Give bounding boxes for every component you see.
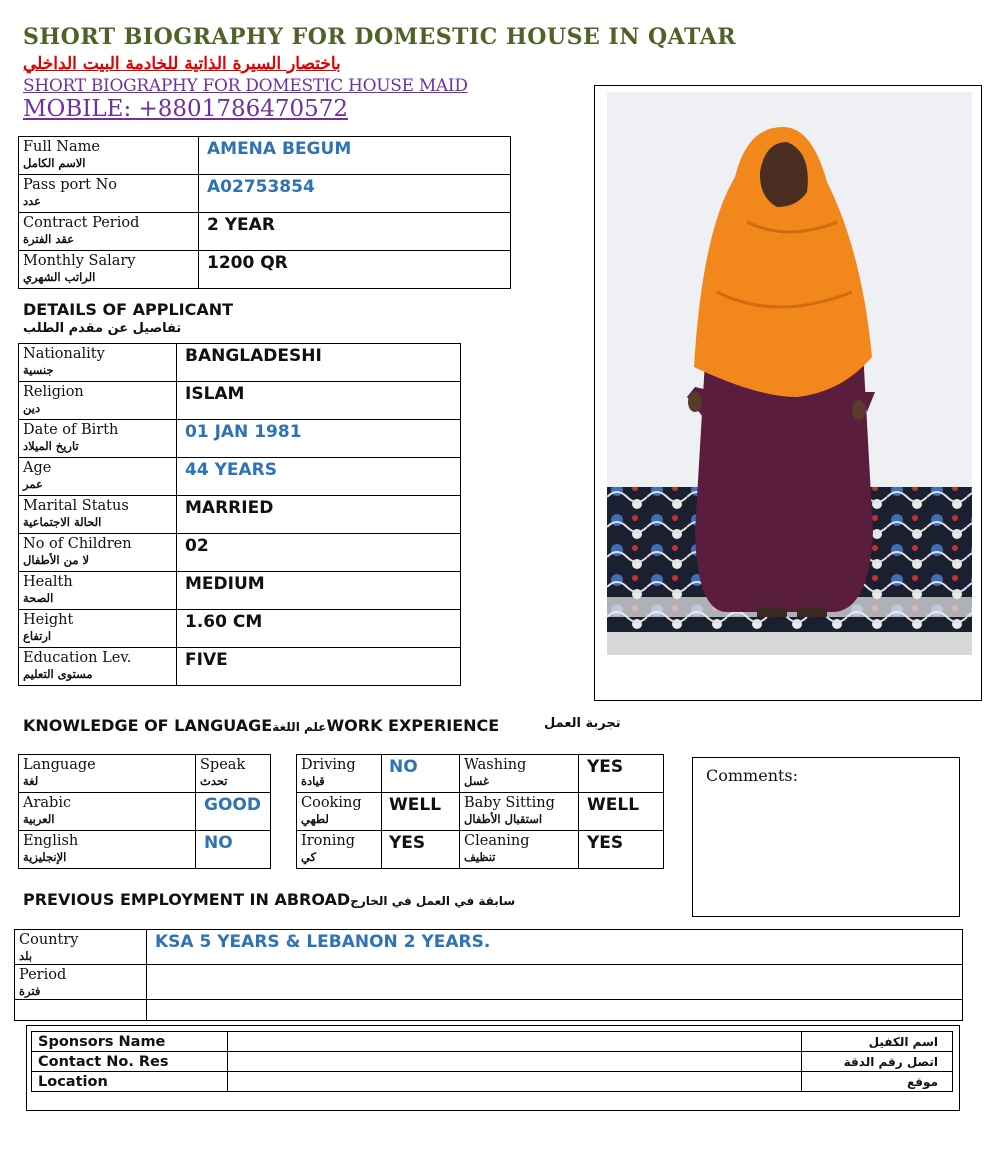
field-label-cell xyxy=(19,572,177,610)
detail-value: 01 JAN 1981 xyxy=(177,420,461,458)
previous-title-ar: سابقة في العمل في الخارج xyxy=(350,894,516,908)
field-label-ar: عدد xyxy=(23,194,42,208)
detail-value: 1.60 CM xyxy=(177,610,461,648)
skill-label-cell xyxy=(460,831,579,869)
detail-row xyxy=(19,496,461,534)
detail-value: 44 YEARS xyxy=(177,458,461,496)
detail-value: MEDIUM xyxy=(177,572,461,610)
details-title: DETAILS OF APPLICANT xyxy=(23,300,234,319)
field-label-ar: لا من الأطفال xyxy=(23,553,90,567)
field-label: Marital Status xyxy=(23,498,129,514)
applicant-photo xyxy=(607,92,972,655)
skill-value: YES xyxy=(579,831,664,869)
language-row xyxy=(19,793,271,831)
sponsor-table xyxy=(31,1031,953,1092)
detail-row xyxy=(19,572,461,610)
field-label: Height xyxy=(23,612,74,628)
comments-label: Comments: xyxy=(706,766,799,785)
field-label-ar: الاسم الكامل xyxy=(23,156,86,170)
detail-value: MARRIED xyxy=(177,496,461,534)
field-label-ar: الراتب الشهري xyxy=(23,270,96,284)
field-label: English xyxy=(23,833,79,849)
skill-label: Driving xyxy=(301,757,356,773)
detail-value: ISLAM xyxy=(177,382,461,420)
field-label-cell xyxy=(19,175,199,213)
field-label: Arabic xyxy=(23,795,72,811)
skill-value: WELL xyxy=(382,793,460,831)
language-table xyxy=(18,754,271,869)
field-label-cell xyxy=(19,137,199,175)
country-value: KSA 5 YEARS & LEBANON 2 YEARS. xyxy=(147,930,963,965)
skill-label-ar: كي xyxy=(301,850,317,864)
field-value: AMENA BEGUM xyxy=(199,137,511,175)
sponsor-label-ar: اتصل رقم الدقة xyxy=(802,1052,953,1072)
detail-row xyxy=(19,458,461,496)
country-label: Country xyxy=(19,932,79,948)
field-label: Full Name xyxy=(23,139,100,155)
sponsor-input[interactable] xyxy=(228,1052,802,1072)
field-label-cell xyxy=(19,496,177,534)
page-subtitle: SHORT BIOGRAPHY FOR DOMESTIC HOUSE MAID xyxy=(23,76,468,96)
skill-label-ar: استقبال الأطفال xyxy=(464,812,543,826)
field-label: Religion xyxy=(23,384,84,400)
work-row xyxy=(297,831,664,869)
detail-row xyxy=(19,344,461,382)
empty-cell xyxy=(147,1000,963,1021)
field-label-ar: الحالة الاجتماعية xyxy=(23,515,102,529)
skill-label-ar: تنظيف xyxy=(464,850,496,864)
speak-label-ar: تحدث xyxy=(200,774,228,788)
work-experience-title: WORK EXPERIENCE xyxy=(326,716,500,735)
info-row xyxy=(19,213,511,251)
knowledge-title xyxy=(23,716,499,735)
sponsor-label: Location xyxy=(32,1072,228,1092)
field-label-ar: الصحة xyxy=(23,591,54,605)
previous-title-en: PREVIOUS EMPLOYMENT IN ABROAD xyxy=(23,890,351,909)
sponsor-label-ar: موقع xyxy=(802,1072,953,1092)
comments-box[interactable] xyxy=(692,757,960,917)
previous-employment-title xyxy=(23,890,515,909)
country-label-cell xyxy=(15,930,147,965)
skill-label: Cooking xyxy=(301,795,362,811)
knowledge-title-en: KNOWLEDGE OF LANGUAGE xyxy=(23,716,273,735)
field-label-cell xyxy=(19,831,196,869)
skill-label-cell xyxy=(297,755,382,793)
sponsor-row xyxy=(32,1032,953,1052)
field-label: Monthly Salary xyxy=(23,253,136,269)
page-title: SHORT BIOGRAPHY FOR DOMESTIC HOUSE IN QATAR xyxy=(23,24,737,50)
field-label: Contract Period xyxy=(23,215,140,231)
field-label-ar: مستوى التعليم xyxy=(23,667,93,681)
field-label-ar: العربية xyxy=(23,812,55,826)
detail-row xyxy=(19,382,461,420)
detail-value: 02 xyxy=(177,534,461,572)
sponsor-label: Contact No. Res xyxy=(32,1052,228,1072)
field-label-ar: جنسية xyxy=(23,363,54,377)
field-label-ar: ارتفاع xyxy=(23,629,52,643)
skill-value: WELL xyxy=(579,793,664,831)
top-info-table xyxy=(18,136,511,289)
period-label-cell xyxy=(15,965,147,1000)
sponsor-input[interactable] xyxy=(228,1072,802,1092)
field-label-ar: دين xyxy=(23,401,41,415)
skill-label-cell xyxy=(297,831,382,869)
language-level: GOOD xyxy=(196,793,271,831)
field-value: 1200 QR xyxy=(199,251,511,289)
field-label-ar: الإنجليزية xyxy=(23,850,67,864)
details-table xyxy=(18,343,461,686)
field-label-cell xyxy=(19,382,177,420)
field-label-ar: تاريخ الميلاد xyxy=(23,439,79,453)
skill-label-cell xyxy=(460,755,579,793)
skill-label-ar: لطهي xyxy=(301,812,329,826)
language-level: NO xyxy=(196,831,271,869)
skill-value: YES xyxy=(382,831,460,869)
field-value: A02753854 xyxy=(199,175,511,213)
speak-label: Speak xyxy=(200,757,246,773)
field-label-cell xyxy=(19,213,199,251)
detail-row xyxy=(19,648,461,686)
detail-row xyxy=(19,610,461,648)
work-row xyxy=(297,793,664,831)
detail-row xyxy=(19,534,461,572)
skill-label-ar: غسل xyxy=(464,774,489,788)
skill-label-cell xyxy=(460,793,579,831)
previous-employment-table xyxy=(14,929,963,1021)
field-label-ar: عمر xyxy=(23,477,43,491)
detail-value: BANGLADESHI xyxy=(177,344,461,382)
country-label-ar: بلد xyxy=(19,949,33,963)
field-label: Education Lev. xyxy=(23,650,132,666)
field-label: Pass port No xyxy=(23,177,118,193)
skill-label: Washing xyxy=(464,757,527,773)
detail-row xyxy=(19,420,461,458)
field-label-ar: عقد الفترة xyxy=(23,232,75,246)
speak-header xyxy=(196,755,271,793)
info-row xyxy=(19,137,511,175)
field-label-cell xyxy=(19,458,177,496)
period-value xyxy=(147,965,963,1000)
info-row xyxy=(19,175,511,213)
sponsor-label: Sponsors Name xyxy=(32,1032,228,1052)
field-label-cell xyxy=(19,344,177,382)
sponsor-input[interactable] xyxy=(228,1032,802,1052)
period-label: Period xyxy=(19,967,67,983)
sponsor-row xyxy=(32,1052,953,1072)
field-label-cell xyxy=(19,420,177,458)
field-label-cell xyxy=(19,755,196,793)
detail-value: FIVE xyxy=(177,648,461,686)
skill-label: Baby Sitting xyxy=(464,795,555,811)
period-label-ar: فترة xyxy=(19,984,41,998)
language-row xyxy=(19,831,271,869)
field-label: Language xyxy=(23,757,96,773)
field-label-cell xyxy=(19,648,177,686)
field-value: 2 YEAR xyxy=(199,213,511,251)
empty-cell xyxy=(15,1000,147,1021)
field-label-cell xyxy=(19,793,196,831)
skill-value: NO xyxy=(382,755,460,793)
field-label: No of Children xyxy=(23,536,132,552)
sponsor-row xyxy=(32,1072,953,1092)
sponsor-label-ar: اسم الكفيل xyxy=(802,1032,953,1052)
knowledge-title-ar: علم اللغة xyxy=(272,720,327,734)
skill-label: Cleaning xyxy=(464,833,530,849)
field-label: Age xyxy=(23,460,52,476)
field-label: Health xyxy=(23,574,73,590)
arabic-title: باختصار السيرة الذاتية للخادمة البيت الداخلي xyxy=(23,54,341,74)
skill-label: Ironing xyxy=(301,833,355,849)
field-label-ar: لغة xyxy=(23,774,39,788)
mobile-number: MOBILE: +8801786470572 xyxy=(23,96,349,122)
field-label: Nationality xyxy=(23,346,105,362)
field-label-cell xyxy=(19,251,199,289)
work-experience-title-ar: تجربة العمل xyxy=(544,716,621,731)
details-title-ar: تفاصيل عن مقدم الطلب xyxy=(23,321,182,336)
info-row xyxy=(19,251,511,289)
language-row xyxy=(19,755,271,793)
field-label-cell xyxy=(19,534,177,572)
skill-label-ar: قيادة xyxy=(301,774,325,788)
field-label-cell xyxy=(19,610,177,648)
skill-value: YES xyxy=(579,755,664,793)
field-label: Date of Birth xyxy=(23,422,119,438)
work-row xyxy=(297,755,664,793)
skill-label-cell xyxy=(297,793,382,831)
work-experience-table xyxy=(296,754,664,869)
